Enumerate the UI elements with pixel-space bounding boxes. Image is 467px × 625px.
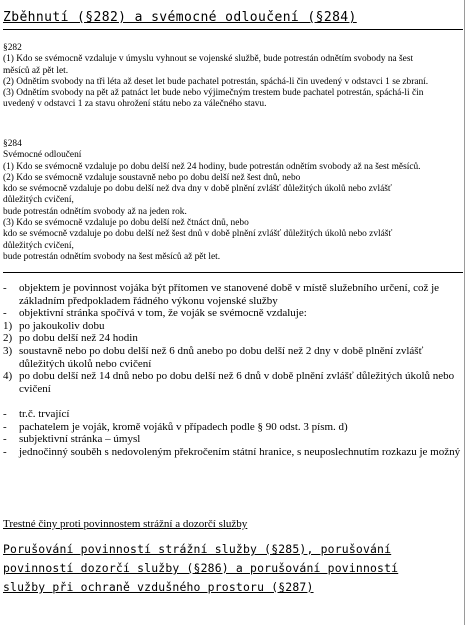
s284-line: (3) Kdo se svémocně vzdaluje po dobu delší než čtnáct dnů, nebo — [3, 218, 249, 229]
s284-line: kdo se svémocně vzdaluje po dobu delší než šest dnů v době plnění zvlášť důležitých úkolů nebo zvlášť — [3, 229, 393, 240]
s284-line: bude potrestán odnětím svobody až na jeden rok. — [3, 206, 187, 217]
s284-line: Svémocné odloučení — [3, 150, 82, 161]
note-object: objektem je povinnost vojáka být přítomen ve stanovené době v místě služebního určení, což je základním předpokladem řádného výkonu vojenské služby — [19, 282, 440, 307]
heading2-line: služby při ochraně vzdušného prostoru (§287) — [3, 580, 314, 594]
heading-guard-duty — [3, 540, 467, 597]
number-marker: 4) — [3, 370, 13, 383]
list-item — [3, 307, 465, 320]
number-marker: 2) — [3, 332, 13, 345]
s284-line: důležitých cvičení, — [3, 240, 74, 251]
note-condition-4: po dobu delší než 14 dnů nebo po dobu delší než 6 dnů v době plnění zvlášť důležitých úkolů nebo cvičení — [19, 370, 455, 395]
notes-list — [3, 282, 465, 458]
note-condition-2: po dobu delší než 24 hodin — [19, 332, 138, 345]
s284-line: §284 — [3, 139, 22, 149]
list-item — [3, 282, 465, 307]
list-item — [3, 408, 465, 421]
note-condition-1: po jakoukoliv dobu — [19, 319, 105, 332]
s282-line: uvedený v odstavci 1 za stavu ohrožení státu nebo za válečného stavu. — [3, 99, 267, 110]
list-item — [3, 320, 465, 333]
s284-line: bude potrestán odnětím svobody na šest měsíců až pět let. — [3, 251, 221, 262]
note-continuing: tr.č. trvající — [19, 407, 70, 420]
s284-line: kdo se svémocně vzdaluje po dobu delší než dva dny v době plnění zvlášť důležitých úkolů nebo zvlášť — [3, 184, 392, 195]
section-separator — [3, 272, 463, 273]
dash-bullet: - — [3, 433, 7, 446]
s284-line: (2) Kdo se svémocně vzdaluje soustavně nebo po dobu delší než šest dnů, nebo — [3, 172, 301, 183]
number-marker: 1) — [3, 319, 13, 332]
note-concurrence: jednočinný souběh s nedovoleným překročením státní hranice, s neuposlechnutím rozkazu je možný — [19, 445, 461, 458]
section-282 — [3, 43, 463, 111]
s282-line: (1) Kdo se svémocně vzdaluje v úmyslu vyhnout se vojenské službě, bude potrestán odnětím svobody na šest — [3, 54, 414, 65]
dash-bullet: - — [3, 307, 7, 320]
s284-line: (1) Kdo se svémocně vzdaluje po dobu delší než 24 hodiny, bude potrestán odnětím svobody až na šest měsíců. — [3, 161, 421, 172]
list-item — [3, 332, 465, 345]
s282-line: (2) Odnětím svobody na tři léta až deset let bude pachatel potrestán, spáchá-li čin uvedený v odstavci 1 se zbraní. — [3, 76, 429, 87]
heading2-line: Porušování povinností strážní služby (§285), porušování — [3, 542, 392, 556]
note-perpetrator: pachatelem je voják, kromě vojáků v případech podle § 90 odst. 3 písm. d) — [19, 420, 348, 433]
list-item — [3, 345, 465, 370]
list-item — [3, 421, 465, 434]
subheading-guard-duty: Trestné činy proti povinnostem strážní a dozorčí služby — [3, 518, 248, 530]
list-item — [3, 433, 465, 446]
note-condition-3: soustavně nebo po dobu delší než 6 dnů anebo po dobu delší než 2 dny v době plnění zvlášť důležitých úkolů nebo cvičení — [19, 344, 424, 370]
section-284 — [3, 139, 463, 263]
list-item — [3, 446, 465, 459]
heading-rule — [3, 29, 463, 30]
dash-bullet: - — [3, 282, 7, 294]
s282-line: měsíců až pět let. — [3, 65, 69, 76]
note-objective-side: objektivní stránka spočívá v tom, že voják se svémocně vzdaluje: — [19, 307, 307, 320]
heading2-line: povinností dozorčí služby (§286) a porušování povinností — [3, 561, 399, 575]
s282-line: §282 — [3, 43, 22, 53]
dash-bullet: - — [3, 407, 7, 420]
list-item — [3, 370, 465, 395]
dash-bullet: - — [3, 420, 7, 433]
number-marker: 3) — [3, 344, 13, 357]
dash-bullet: - — [3, 445, 7, 458]
note-subjective-side: subjektivní stránka – úmysl — [19, 433, 141, 446]
heading-desertion: Zběhnutí (§282) a svémocné odloučení (§284) — [3, 10, 357, 25]
s284-line: důležitých cvičení, — [3, 195, 74, 206]
s282-line: (3) Odnětím svobody na pět až patnáct let bude nebo výjimečným trestem bude pachatel potrestán, spáchá-li čin — [3, 88, 424, 99]
